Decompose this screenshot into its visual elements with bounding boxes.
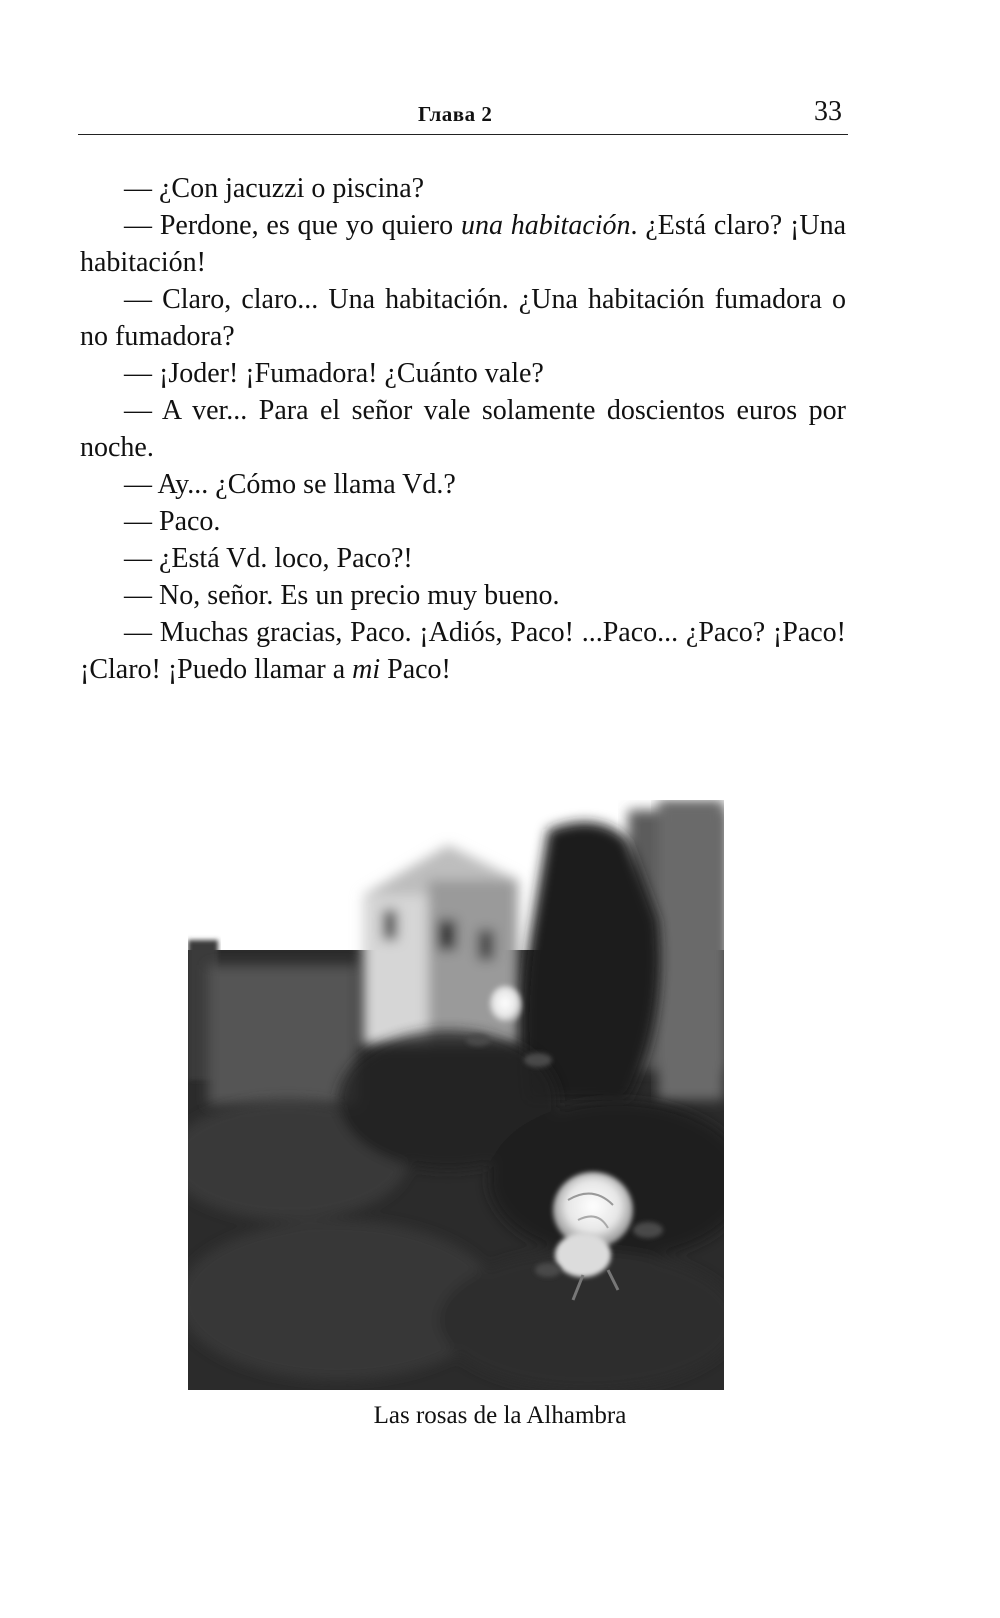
dialogue-line — [80, 392, 846, 466]
dialogue-line — [80, 466, 846, 503]
text-segment: — A ver... Para el señor vale solamente doscientos euros por noche. — [80, 395, 846, 463]
text-segment: — No, señor. Es un precio muy bueno. — [124, 580, 560, 611]
page-number: 33 — [814, 96, 842, 127]
dialogue-line — [80, 614, 846, 688]
dialogue-text — [80, 170, 846, 688]
italic-text: mi — [352, 654, 381, 685]
dialogue-line — [80, 207, 846, 281]
dialogue-line — [80, 503, 846, 540]
italic-text: una habitación — [460, 210, 631, 241]
text-segment: . ¿Está claro? ¡Una habitación! — [80, 210, 846, 278]
dialogue-line — [80, 355, 846, 392]
text-segment: — Paco. — [124, 506, 221, 537]
text-segment: — Ay... ¿Cómo se llama Vd.? — [124, 469, 456, 500]
text-segment: — ¿Está Vd. loco, Paco?! — [124, 543, 413, 574]
dialogue-line — [80, 540, 846, 577]
chapter-title: Глава 2 — [418, 102, 493, 126]
dialogue-line — [80, 577, 846, 614]
text-segment: — Muchas gracias, Paco. ¡Adiós, Paco! ...Paco... ¿Paco? ¡Paco! ¡Claro! ¡Puedo llamar a — [80, 617, 846, 685]
running-header — [78, 98, 848, 135]
text-segment: — Claro, claro... Una habitación. ¿Una habitación fumadora o no fumadora? — [80, 284, 846, 352]
photo-roses-alhambra — [188, 800, 724, 1390]
dialogue-line — [80, 170, 846, 207]
text-segment: — Perdone, es que yo quiero — [124, 210, 461, 241]
dialogue-line — [80, 281, 846, 355]
figure-caption: Las rosas de la Alhambra — [373, 1402, 627, 1429]
text-segment: — ¿Con jacuzzi o piscina? — [124, 173, 425, 204]
text-segment: Paco! — [380, 654, 451, 685]
small-rose — [488, 985, 522, 1025]
text-segment: — ¡Joder! ¡Fumadora! ¿Cuánto vale? — [124, 358, 544, 389]
